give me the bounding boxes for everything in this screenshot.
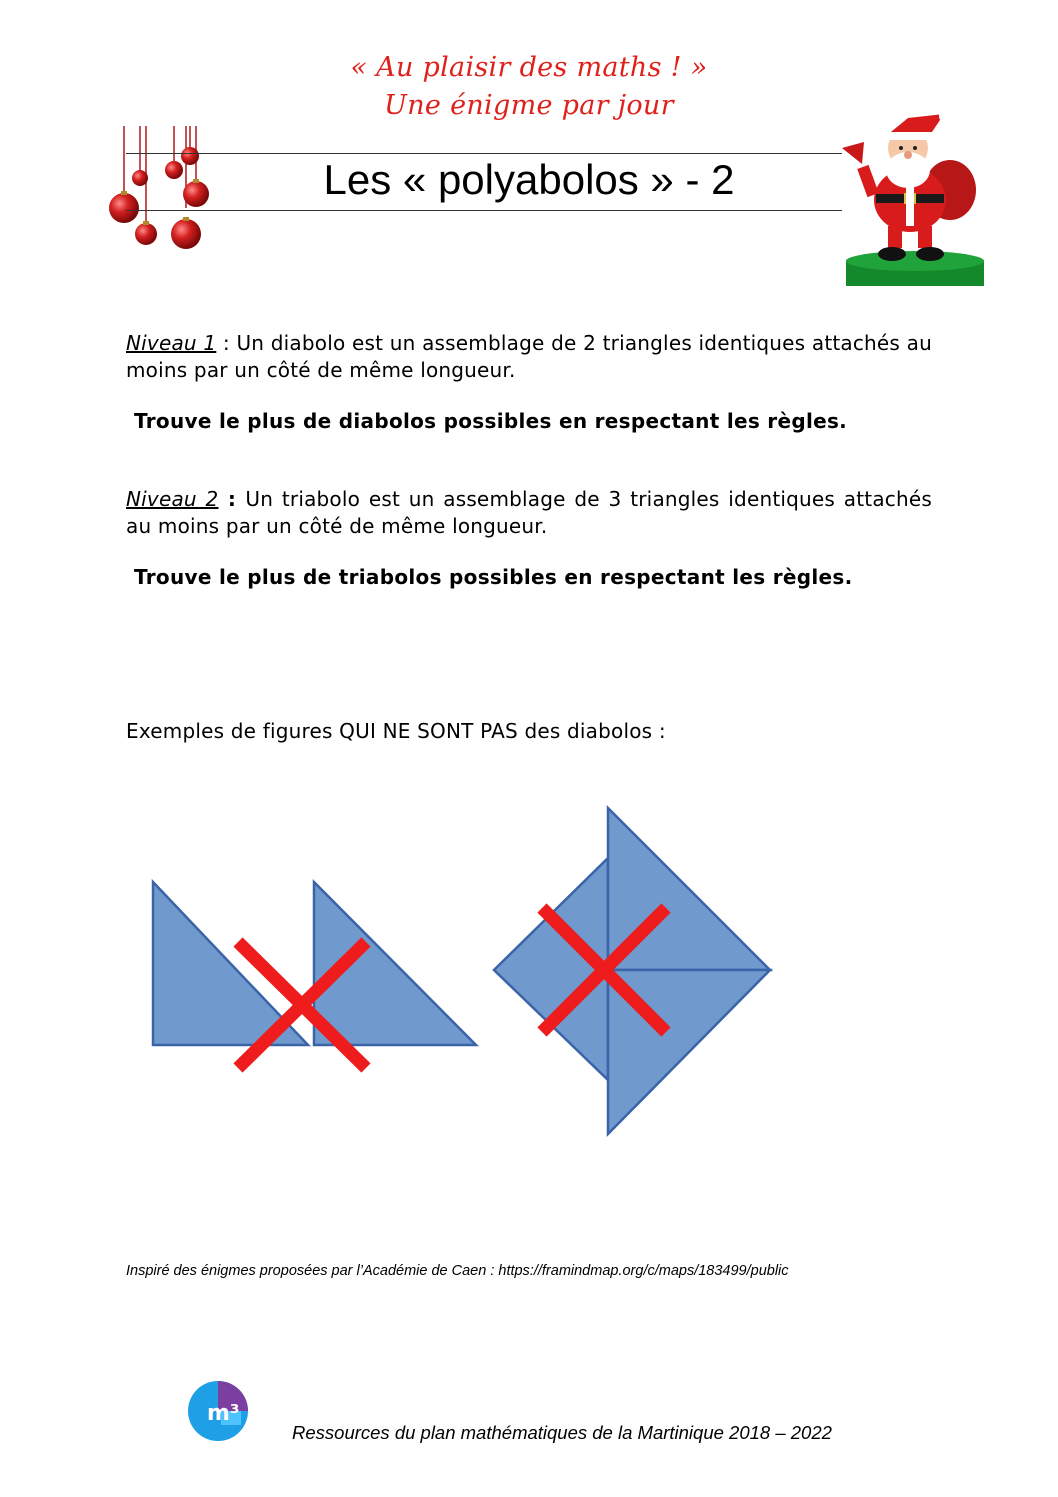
level-2-instruction: Trouve le plus de triabolos possibles en respectant les règles. (134, 565, 853, 589)
figure-2-triangle-left (494, 858, 608, 1080)
examples-label: Exemples de figures QUI NE SONT PAS des diabolos : (126, 719, 666, 743)
level-2-text: Un triabolo est un assemblage de 3 triangles identiques attachés au moins par un côté de même longueur. (126, 487, 932, 538)
level-1-instruction: Trouve le plus de diabolos possibles en respectant les règles. (134, 409, 848, 433)
header-tagline: « Au plaisir des maths ! » (350, 52, 708, 83)
header-subtitle: Une énigme par jour (384, 90, 674, 121)
level-1-text: Un diabolo est un assemblage de 2 triangles identiques attachés au moins par un côté de même longueur. (126, 331, 932, 382)
title-rule-top (126, 153, 842, 154)
title-rule-bottom (126, 210, 842, 211)
footer-text: Ressources du plan mathématiques de la Martinique 2018 – 2022 (292, 1422, 832, 1443)
logo-text: m³ (207, 1401, 240, 1426)
level-2-label: Niveau 2 (126, 487, 219, 511)
level-1-label: Niveau 1 (126, 331, 217, 355)
level-1-separator: : (216, 331, 237, 355)
santa-claus-icon (838, 108, 988, 290)
non-diabolo-figure-2 (490, 804, 776, 1140)
m3-logo-icon (185, 1380, 253, 1442)
non-diabolo-figure-1 (148, 878, 484, 1076)
level-2-separator: : (218, 487, 246, 511)
page-title: Les « polyabolos » - 2 (323, 156, 735, 203)
level-1-paragraph (126, 330, 932, 384)
source-credit: Inspiré des énigmes proposées par l’Académie de Caen : https://framindmap.org/c/maps/183499/public (126, 1263, 789, 1279)
level-2-paragraph (126, 486, 932, 540)
